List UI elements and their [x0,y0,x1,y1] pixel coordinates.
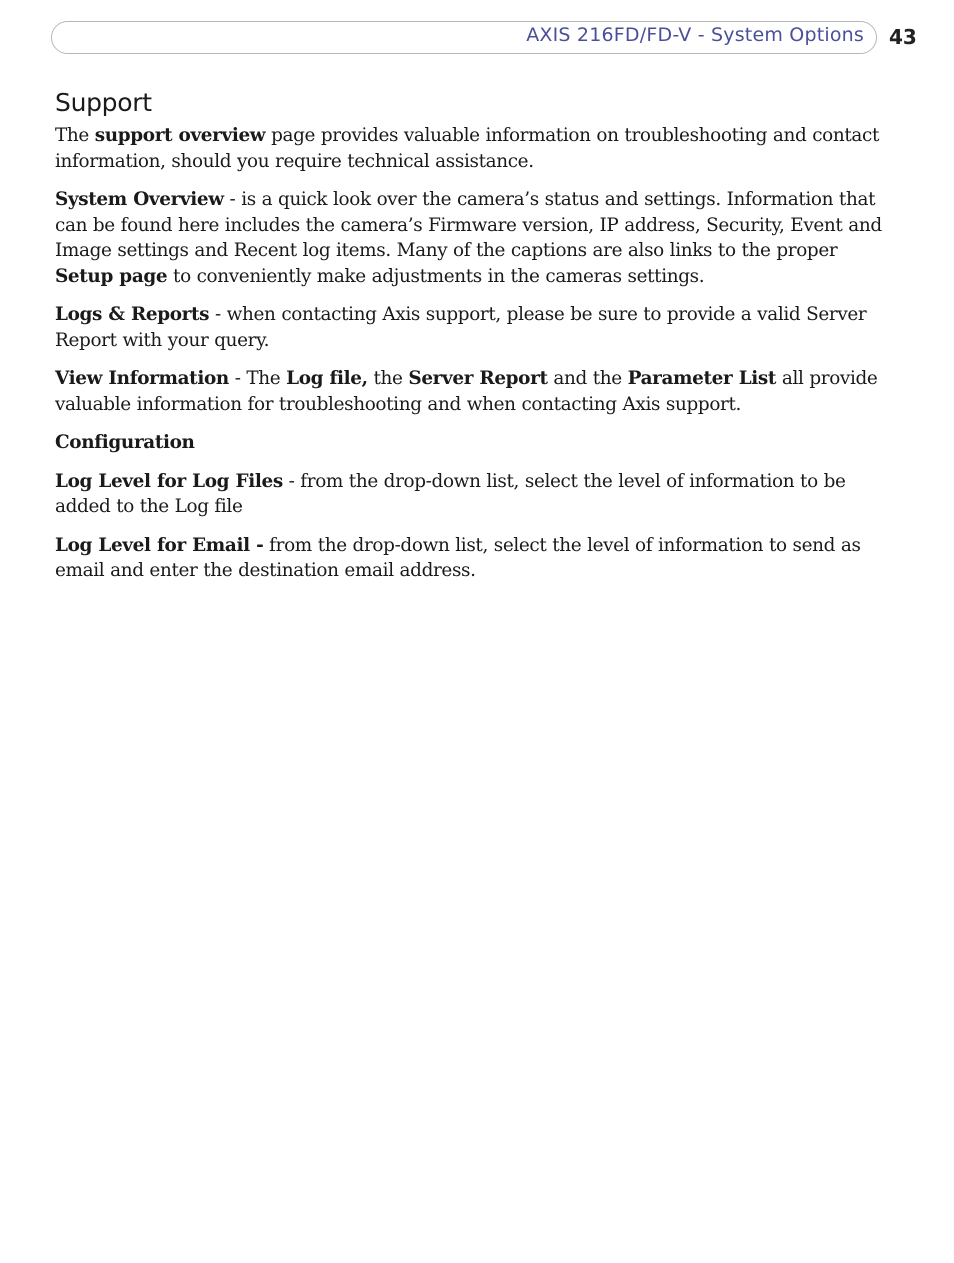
bold-term-parameter-list: Parameter List [627,368,777,389]
section-title: Support [55,88,152,117]
bold-term-setup-page: Setup page [55,265,168,287]
log-level-files-paragraph [55,469,885,520]
bold-term-logs-reports: Logs & Reports [55,304,210,325]
text-run: - when contacting Axis support, please be sure to provide a valid Server Report with your query. [55,304,867,351]
configuration-heading [55,430,885,456]
text-run: and the [547,368,628,389]
bold-term-log-level-email: Log Level for Email - [55,534,264,556]
configuration-heading-text: Configuration [55,432,195,453]
text-run: - The [228,368,287,389]
bold-term-support-overview: support overview [94,125,266,146]
text-run: the [367,368,409,389]
text-run: to conveniently make adjustments in the cameras settings. [167,265,705,287]
text-run: from the drop-down list, select the level of information to send as email and enter the destination email address. [55,534,861,581]
view-information-paragraph [55,366,885,417]
text-run: - is a quick look over the camera’s status and settings. Information that can be found here includes the camera’s Firmware version, IP address, Security, Event and Image settings and Recent log items. Many of the captions are also links to the proper [55,189,882,261]
header-title: AXIS 216FD/FD-V - System Options [526,24,864,46]
system-overview-paragraph [55,187,885,289]
bold-term-server-report: Server Report [408,368,548,389]
page-content [55,88,885,597]
logs-reports-paragraph [55,302,885,353]
bold-term-view-information: View Information [55,368,229,389]
bold-term-log-level-files: Log Level for Log Files [55,470,283,492]
text-run: The [55,125,95,146]
bold-term-system-overview: System Overview [55,189,224,210]
page-number: 43 [889,25,917,49]
text-run: page provides valuable information on troubleshooting and contact information, should you require technical assistance. [55,125,880,172]
bold-term-log-file: Log file, [286,368,368,389]
text-run: all provide valuable information for troubleshooting and when contacting Axis support. [55,368,878,415]
intro-paragraph [55,123,885,174]
text-run: - from the drop-down list, select the level of information to be added to the Log file [55,470,846,517]
log-level-email-paragraph [55,533,885,584]
